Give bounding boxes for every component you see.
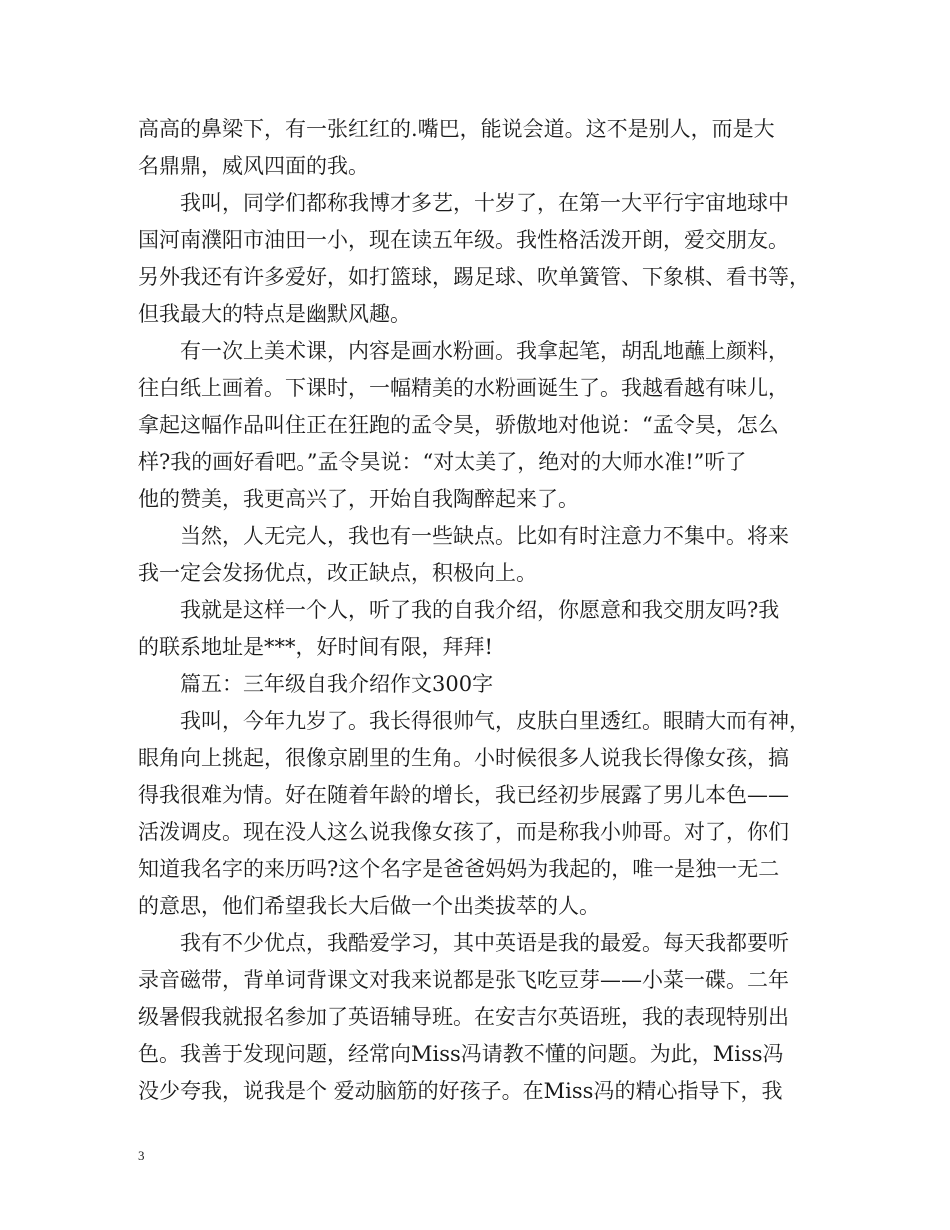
text-line: 他的赞美，我更高兴了，开始自我陶醉起来了。: [138, 487, 579, 511]
page-number: 3: [138, 1148, 145, 1163]
text-line: 有一次上美术课，内容是画水粉画。我拿起笔，胡乱地蘸上颜料，: [138, 339, 789, 363]
text-line: 我叫，今年九岁了。我长得很帅气，皮肤白里透红。眼睛大而有神，: [138, 709, 810, 733]
text-line: 我有不少优点，我酷爱学习，其中英语是我的最爱。每天我都要听: [138, 931, 789, 955]
text-line: 另外我还有许多爱好，如打篮球，踢足球、吹单簧管、下象棋、看书等，: [138, 265, 810, 289]
text-line: 眼角向上挑起，很像京剧里的生角。小时候很多人说我长得像女孩，搞: [138, 746, 789, 770]
text-line: 得我很难为情。好在随着年龄的增长，我已经初步展露了男儿本色——: [138, 783, 789, 807]
text-line: 我一定会发扬优点，改正缺点，积极向上。: [138, 561, 537, 585]
text-line: 录音磁带，背单词背课文对我来说都是张飞吃豆芽——小菜一碟。二年: [138, 968, 789, 992]
text-line: 样?我的画好看吧。”孟令昊说：“对太美了，绝对的大师水准!”听了: [138, 450, 747, 474]
text-line: 但我最大的特点是幽默风趣。: [138, 302, 411, 326]
text-line: 的联系地址是***，好时间有限，拜拜!: [138, 635, 493, 659]
text-line: 活泼调皮。现在没人这么说我像女孩了，而是称我小帅哥。对了，你们: [138, 820, 789, 844]
text-line: 我叫，同学们都称我博才多艺，十岁了，在第一大平行宇宙地球中: [138, 191, 789, 215]
text-line: 名鼎鼎，威风四面的我。: [138, 154, 369, 178]
body-text: [138, 111, 828, 1110]
text-line: 拿起这幅作品叫住正在狂跑的孟令昊，骄傲地对他说：“孟令昊，怎么: [138, 413, 779, 437]
text-line: 级暑假我就报名参加了英语辅导班。在安吉尔英语班，我的表现特别出: [138, 1005, 789, 1029]
text-line: 知道我名字的来历吗?这个名字是爸爸妈妈为我起的，唯一是独一无二: [138, 857, 780, 881]
text-line: 我就是这样一个人，听了我的自我介绍，你愿意和我交朋友吗?我: [138, 598, 780, 622]
text-line: 色。我善于发现问题，经常向Miss冯请教不懂的问题。为此，Miss冯: [138, 1042, 784, 1066]
section-heading: 篇五：三年级自我介绍作文300字: [138, 672, 494, 696]
text-line: 高高的鼻梁下，有一张红红的.嘴巴，能说会道。这不是别人，而是大: [138, 117, 775, 141]
text-line: 的意思，他们希望我长大后做一个出类拔萃的人。: [138, 894, 600, 918]
text-line: 当然，人无完人，我也有一些缺点。比如有时注意力不集中。将来: [138, 524, 789, 548]
text-line: 国河南濮阳市油田一小，现在读五年级。我性格活泼开朗，爱交朋友。: [138, 228, 789, 252]
text-line: 往白纸上画着。下课时，一幅精美的水粉画诞生了。我越看越有味儿，: [138, 376, 789, 400]
text-line: 没少夸我，说我是个 爱动脑筋的好孩子。在Miss冯的精心指导下，我: [138, 1079, 783, 1103]
